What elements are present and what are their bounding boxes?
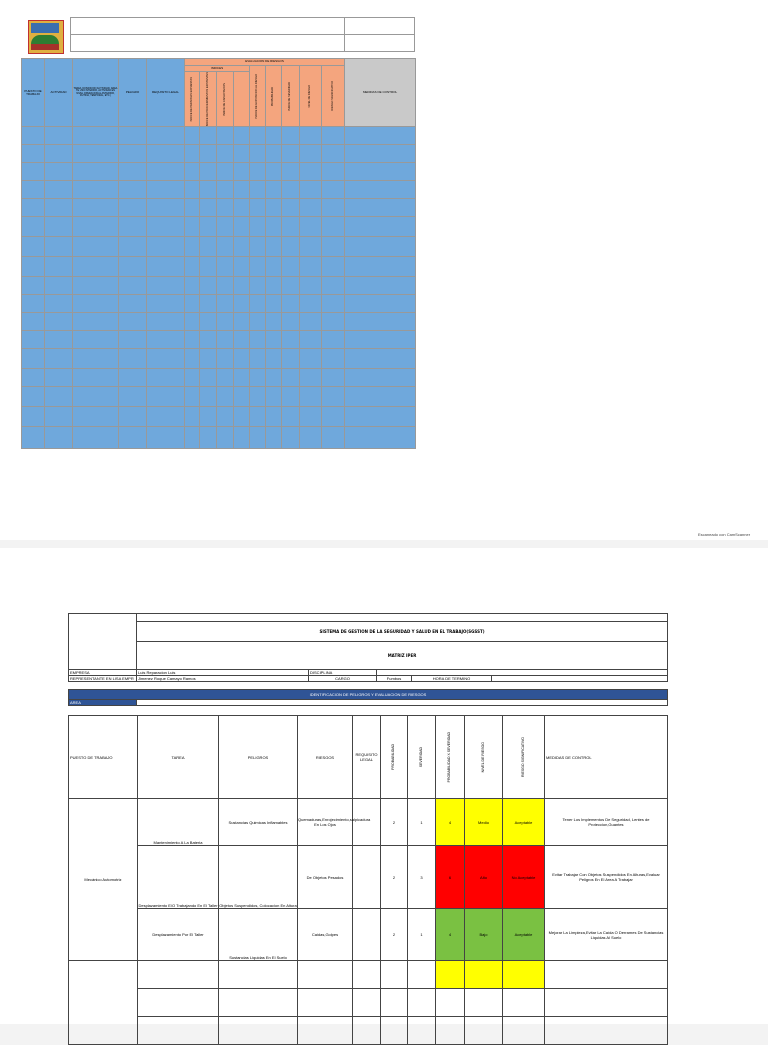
blank-row (22, 163, 416, 181)
blank-row (22, 199, 416, 217)
col-significativo: RIESGO SIGNIFICATIVO (520, 737, 525, 777)
col-prob-sev: PROBABILIDAD X SEVERIDAD (447, 731, 452, 783)
form-header-table (70, 17, 415, 52)
severidad-cell: 1 (408, 909, 436, 961)
blank-row (22, 427, 416, 449)
col-requisito: REQUISITO LEGAL (147, 59, 185, 127)
col-eval-sub: PROBABILIDAD (271, 86, 275, 106)
nivel-cell: Medio (465, 799, 503, 846)
col-tarea: TAREA (138, 716, 219, 799)
blank-row (22, 145, 416, 163)
medida-cell: Mejorar La Limpieza,Evitar La Caída O Derrames De Sustancias Liquidas Al Suelo (545, 909, 668, 961)
form-main-table (21, 58, 416, 449)
col-requisito: REQUISITO LEGAL (353, 716, 381, 799)
blank-rows (22, 127, 416, 449)
empresa-value: Luis Reparacion Luis (137, 670, 309, 676)
col-eval-sub: INDICE DE CAPACITACION (222, 82, 226, 116)
col-eval-sub: RIESGO SIGNIFICATIVO (330, 81, 334, 111)
area-label: AREA (69, 700, 137, 706)
probabilidad-cell: 2 (381, 799, 408, 846)
col-indices: INDICES (185, 66, 250, 72)
col-eval-sub: INDICE DE SEVERIDAD (288, 81, 292, 111)
riesgo-cell: Quemaduras,Enrojecimiento,salpicadura En Los Ojos (298, 799, 353, 846)
representante-label: REPRESENTANTE EN LISA EMPR (69, 676, 137, 682)
company-logo (28, 20, 64, 54)
col-probabilidad: PROBABILIDAD (391, 744, 396, 770)
blank-row (22, 277, 416, 295)
table-row (69, 961, 668, 989)
blank-row (22, 349, 416, 369)
significativo-cell: No Aceptable (503, 846, 545, 909)
col-severidad: SEVERIDAD (418, 746, 423, 768)
peligro-cell: Sustancias Quimicas Inflamables (219, 799, 298, 846)
blank-row (22, 217, 416, 237)
iper-header-table (68, 613, 668, 670)
blank-row (22, 387, 416, 407)
table-row (69, 846, 668, 909)
peligro-cell: Sustancias Liquidas En El Suelo (219, 909, 298, 961)
representante-value: Jimenez Roque Camayo Ramos (137, 676, 309, 682)
iper-matrix-table (68, 715, 668, 1045)
riesgo-cell: De Objetos Pesados (298, 846, 353, 909)
sgsst-title: SISTEMA DE GESTION DE LA SEGURIDAD Y SALUD EN EL TRABAJO(SGSST) (137, 622, 668, 642)
col-eval-sub: INDICE DE EXPOSICION AL RIESGO (255, 73, 259, 119)
col-eval-sub: INDICE DE PERSONAS EXPUESTAS (189, 76, 193, 122)
prob-sev-cell: 6 (436, 846, 465, 909)
tarea-cell: Desplazamiento Por El Taller (138, 909, 219, 961)
puesto-value: Mecánico Automotriz (69, 799, 138, 961)
cargo-value: Fumbos (377, 676, 412, 682)
blank-row (22, 257, 416, 277)
tarea-cell: Mantenimiento A La Bateria (138, 799, 219, 846)
col-medidas: MEDIDAS DE CONTROL (345, 59, 416, 127)
probabilidad-cell: 2 (381, 909, 408, 961)
blank-row (22, 331, 416, 349)
riesgo-cell: Caidas,Golpes (298, 909, 353, 961)
medida-cell: Tener Los Implementos De Seguridad, Lentes de Proteccion,Guantes (545, 799, 668, 846)
blank-row (22, 313, 416, 331)
empresa-label: EMPRESA (69, 670, 137, 676)
col-puesto: PUESTO DE TRABAJO (69, 716, 138, 799)
medida-cell: Evitar Trabajar Con Objetos Suspendidos En Alturas,Evaluar Peligros En El Area A Trabajar (545, 846, 668, 909)
col-puesto: PUESTO DE TRABAJO (22, 59, 45, 127)
probabilidad-cell: 2 (381, 846, 408, 909)
disciplina-label: DISCIPLINA (309, 670, 377, 676)
significativo-cell: Aceptable (503, 909, 545, 961)
prob-sev-cell: 4 (436, 909, 465, 961)
blank-row (22, 295, 416, 313)
blank-row (22, 237, 416, 257)
matrix-title: MATRIZ IPER (137, 642, 668, 670)
col-actividad: ACTIVIDAD (45, 59, 73, 127)
table-row (69, 909, 668, 961)
col-riesgos: RIESGOS (298, 716, 353, 799)
col-peligros: PELIGROS (219, 716, 298, 799)
significativo-cell: Aceptable (503, 799, 545, 846)
severidad-cell: 3 (408, 846, 436, 909)
hora-label: HORA DE TERMINO (412, 676, 492, 682)
col-tarea: TAREA (CONDICION ACTIVIDAD, AREA TE USO INTERIOR, ACTIVIDAD EN NIVEL OPERACIONAL ANTERIOR, RUTINA, TEMPORAL, ETC.) (73, 59, 119, 127)
section-bar (68, 689, 668, 706)
col-medidas: MEDIDAS DE CONTROL (545, 716, 668, 799)
blank-row (22, 127, 416, 145)
col-nivel: NIVEL DE RIESGO (480, 741, 485, 773)
peligro-cell: Objetos Suspendidos, Colocacion En Altura (219, 846, 298, 909)
cargo-label: CARGO (309, 676, 377, 682)
col-eval-sub: INDICE DE PROCEDIMIENTOS EXISTENTES (205, 72, 209, 127)
iper-matrix-page (0, 548, 768, 1024)
col-peligro: PELIGRO (119, 59, 147, 127)
severidad-cell: 1 (408, 799, 436, 846)
nivel-cell: Alto (465, 846, 503, 909)
col-eval-sub: NIVEL DE RIESGO (308, 84, 312, 108)
section-title: IDENTIFICACION DE PELIGROS Y EVALUACION DE RIESGOS (69, 690, 668, 700)
col-evaluacion: EVALUACION DE RIESGOS (185, 59, 345, 66)
blank-row (22, 369, 416, 387)
table-row (69, 799, 668, 846)
blank-row (22, 407, 416, 427)
tarea-cell: Desplazamiento E/O Trabajando En El Taller (138, 846, 219, 909)
info-table (68, 669, 668, 682)
scanner-watermark: Escaneado con CamScanner (698, 532, 751, 537)
blank-row (22, 181, 416, 199)
prob-sev-cell: 4 (436, 799, 465, 846)
nivel-cell: Bajo (465, 909, 503, 961)
